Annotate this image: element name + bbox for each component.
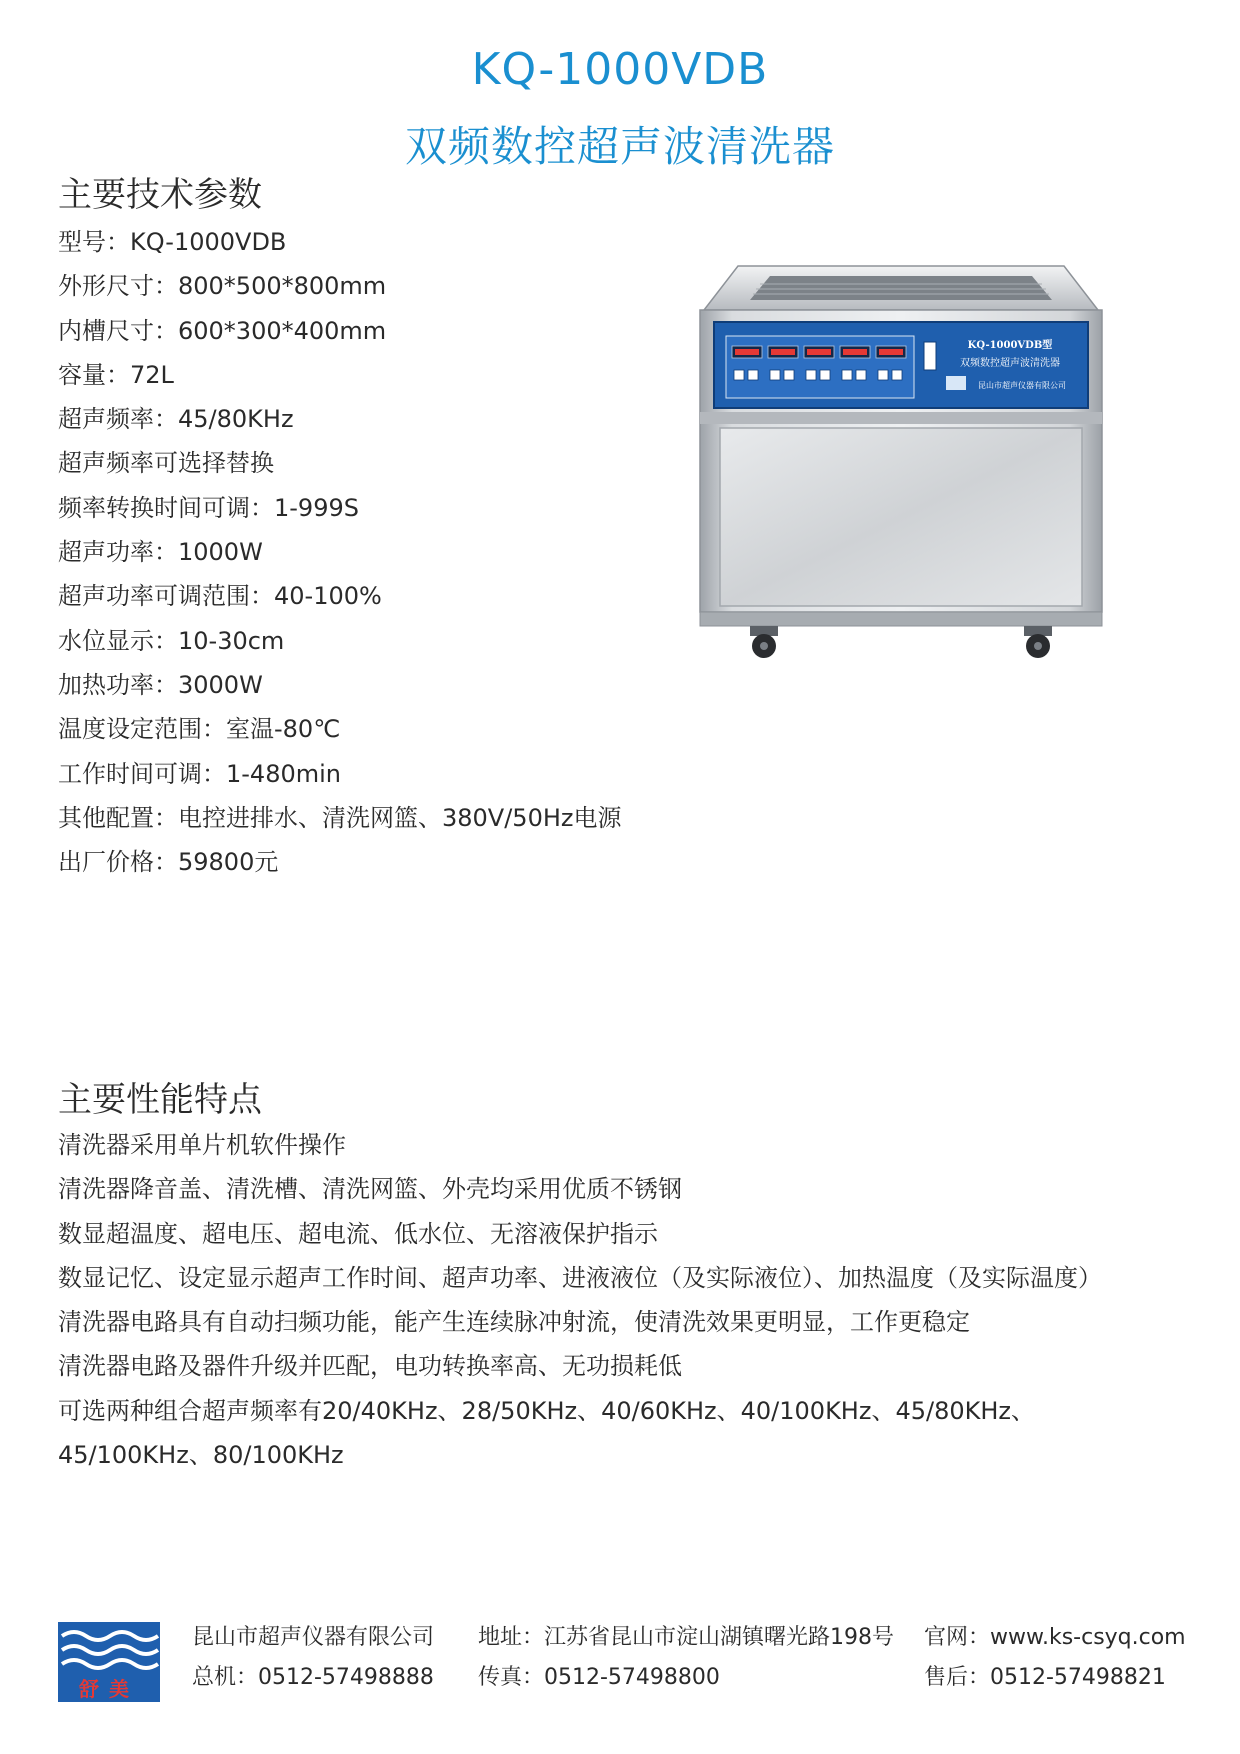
spec-item: 加热功率：3000W bbox=[58, 670, 263, 699]
product-name-title: 双频数控超声波清洗器 bbox=[404, 122, 835, 171]
panel-name-label: 双频数控超声波清洗器 bbox=[960, 358, 1060, 369]
feature-item: 可选两种组合超声频率有20/40KHz、28/50KHz、40/60KHz、40/100KHz、45/80KHz、 bbox=[58, 1396, 1036, 1425]
spec-item: 其他配置：电控进排水、清洗网篮、380V/50Hz电源 bbox=[58, 803, 622, 832]
spec-item: 温度设定范围：室温-80℃ bbox=[58, 715, 341, 744]
spec-item: 频率转换时间可调：1-999S bbox=[58, 493, 359, 522]
company-logo bbox=[58, 1622, 160, 1702]
footer-address: 地址：江苏省昆山市淀山湖镇曙光路198号 bbox=[478, 1625, 894, 1650]
spec-item: 超声功率：1000W bbox=[58, 538, 263, 567]
spec-item: 超声频率可选择替换 bbox=[58, 449, 274, 478]
feature-item: 45/100KHz、80/100KHz bbox=[58, 1441, 344, 1470]
footer-phone: 总机：0512-57498888 bbox=[192, 1665, 434, 1690]
spec-list bbox=[58, 222, 622, 886]
panel-model-label: KQ-1000VDB型 bbox=[967, 340, 1053, 351]
spec-item: 超声功率可调范围：40-100% bbox=[58, 582, 382, 611]
spec-item: 超声频率：45/80KHz bbox=[58, 405, 294, 434]
spec-item: 出厂价格：59800元 bbox=[58, 848, 279, 877]
spec-item: 型号：KQ-1000VDB bbox=[58, 228, 287, 256]
spec-item: 外形尺寸：800*500*800mm bbox=[58, 272, 387, 301]
spec-item: 水位显示：10-30cm bbox=[58, 626, 285, 655]
feature-item: 清洗器采用单片机软件操作 bbox=[58, 1131, 346, 1159]
product-model-title: KQ-1000VDB bbox=[471, 44, 769, 95]
feature-item: 数显超温度、超电压、超电流、低水位、无溶液保护指示 bbox=[58, 1219, 658, 1248]
features-section-heading: 主要性能特点 bbox=[58, 1080, 262, 1120]
feature-item: 清洗器电路具有自动扫频功能，能产生连续脉冲射流，使清洗效果更明显，工作更稳定 bbox=[58, 1308, 970, 1337]
footer-fax: 传真：0512-57498800 bbox=[478, 1665, 720, 1690]
footer-website[interactable]: 官网：www.ks-csyq.com bbox=[924, 1625, 1186, 1650]
feature-item: 数显记忆、设定显示超声工作时间、超声功率、进液液位（及实际液位）、加热温度（及实际温度） bbox=[58, 1263, 1102, 1292]
features-list bbox=[58, 1125, 1102, 1479]
spec-item: 容量：72L bbox=[58, 360, 174, 389]
ultrasonic-cleaner-image bbox=[690, 262, 1112, 662]
footer-after-sales: 售后：0512-57498821 bbox=[924, 1665, 1166, 1690]
svg-text:舒美: 舒美 bbox=[79, 1677, 139, 1701]
footer-company-name: 昆山市超声仪器有限公司 bbox=[192, 1625, 435, 1650]
footer bbox=[0, 1610, 1240, 1730]
spec-item: 工作时间可调：1-480min bbox=[58, 759, 341, 788]
spec-section-heading: 主要技术参数 bbox=[58, 175, 262, 215]
feature-item: 清洗器电路及器件升级并匹配，电功转换率高、无功损耗低 bbox=[58, 1352, 682, 1381]
spec-item: 内槽尺寸：600*300*400mm bbox=[58, 316, 387, 345]
panel-company-label: 昆山市超声仪器有限公司 bbox=[978, 381, 1066, 390]
feature-item: 清洗器降音盖、清洗槽、清洗网篮、外壳均采用优质不锈钢 bbox=[58, 1175, 682, 1204]
